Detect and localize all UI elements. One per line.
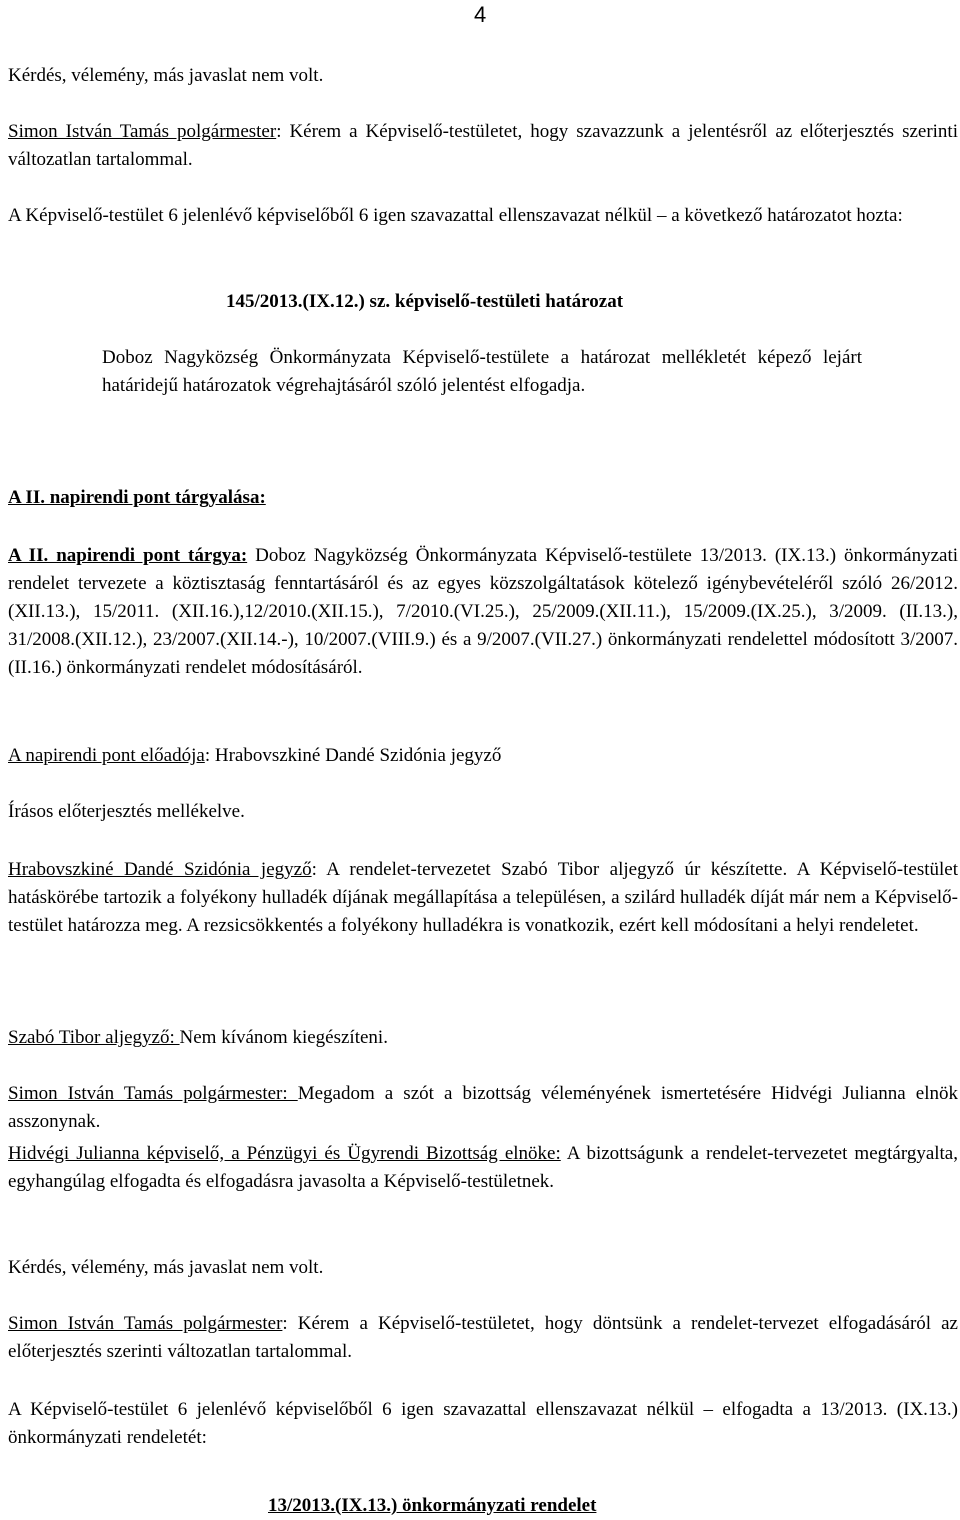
presenter-label: A napirendi pont előadója <box>8 745 205 766</box>
resolution-title: 145/2013.(IX.12.) sz. képviselő-testületi határozat <box>226 291 624 312</box>
paragraph-mayor-decision-request <box>8 1310 958 1366</box>
notary-text: : A rendelet-tervezetet Szabó Tibor aljegyző úr készítette. A Képviselő-testület hatáskörébe tartozik a folyékony hulladék díjának megállapítása a településen, a szilárd hulladék díját már nem a Képviselő-testület határozza meg. A rezsicsökkentés a folyékony hulladékra is vonatkozik, ezért kell módosítani a helyi rendeletet. <box>8 859 958 936</box>
paragraph-deputy-notary <box>8 1024 958 1052</box>
mayor3-speaker: Simon István Tamás polgármester <box>8 1313 283 1334</box>
paragraph-questions-2: Kérdés, vélemény, más javaslat nem volt. <box>8 1257 324 1278</box>
written-proposal-note: Írásos előterjesztés mellékelve. <box>8 801 245 822</box>
paragraph-mayor-give-floor <box>8 1080 958 1136</box>
speaker-text: : Kérem a Képviselő-testületet, hogy szavazzunk a jelentésről az előterjesztés szerinti változatlan tartalommal. <box>8 121 958 170</box>
deputy-speaker: Szabó Tibor aljegyző: <box>8 1027 180 1048</box>
paragraph-vote-result: A Képviselő-testület 6 jelenlévő képviselőből 6 igen szavazattal ellenszavazat nélkül – a következő határozatot hozta: <box>8 205 903 226</box>
deputy-text: Nem kívánom kiegészíteni. <box>179 1027 388 1048</box>
presenter-text: : Hrabovszkiné Dandé Szidónia jegyző <box>204 745 502 766</box>
mayor3-text: : Kérem a Képviselő-testületet, hogy döntsünk a rendelet-tervezet elfogadásáról az előterjesztés szerinti változatlan tartalommal. <box>8 1313 958 1362</box>
paragraph-questions: Kérdés, vélemény, más javaslat nem volt. <box>8 65 324 86</box>
resolution-text: Doboz Nagyközség Önkormányzata Képviselő-testülete a határozat mellékletét képező lejárt határidejű határozatok végrehajtásáról szóló jelentést elfogadja. <box>102 347 862 396</box>
decree-title <box>268 1492 868 1520</box>
chair-speaker: Hidvégi Julianna képviselő, a Pénzügyi és Ügyrendi Bizottság elnöke: <box>8 1143 561 1164</box>
paragraph-committee-chair <box>8 1140 958 1196</box>
agenda-presenter <box>8 742 958 770</box>
section-heading-text: A II. napirendi pont tárgyalása: <box>8 487 266 508</box>
agenda-topic-label: A II. napirendi pont tárgya: <box>8 545 248 566</box>
agenda-topic <box>8 542 958 682</box>
decree-title-text: 13/2013.(IX.13.) önkormányzati rendelet <box>268 1495 597 1516</box>
speaker-name: Simon István Tamás polgármester <box>8 121 277 142</box>
section-heading <box>8 484 958 512</box>
paragraph-mayor-vote-request <box>8 118 958 174</box>
mayor-speaker: Simon István Tamás polgármester: <box>8 1083 298 1104</box>
paragraph-notary <box>8 856 958 940</box>
agenda-topic-text: Doboz Nagyközség Önkormányzata Képviselő-testülete 13/2013. (IX.13.) önkormányzati rendelet tervezete a köztisztaság fenntartásáról és az egyes közszolgáltatások kötelező igénybevételéről szóló 26/2012.(XII.13.), 15/2011. (XII.16.),12/2010.(XII.15.), 7/2010.(VI.25.), 25/2009.(XII.11.), 15/2009.(IX.25.), 3/2009. (II.13.), 31/2008.(XII.12.), 23/2007.(XII.14.-), 10/2007.(VIII.9.) és a 9/2007.(VII.27.) önkormányzati rendelettel módosított 3/2007.(II.16.) önkormányzati rendelet módosításáról. <box>8 545 959 678</box>
notary-speaker: Hrabovszkiné Dandé Szidónia jegyző <box>8 859 312 880</box>
paragraph-vote-result-2: A Képviselő-testület 6 jelenlévő képviselőből 6 igen szavazattal ellenszavazat nélkül – elfogadta a 13/2013. (IX.13.) önkormányzati rendeletét: <box>8 1399 958 1448</box>
page-number: 4 <box>474 2 487 27</box>
chair-text: A bizottságunk a rendelet-tervezetet megtárgyalta, egyhangúlag elfogadta és elfogadásra javasolta a Képviselő-testületnek. <box>8 1143 958 1192</box>
mayor-text: Megadom a szót a bizottság véleményének ismertetésére Hidvégi Julianna elnök asszonynak. <box>8 1083 959 1132</box>
